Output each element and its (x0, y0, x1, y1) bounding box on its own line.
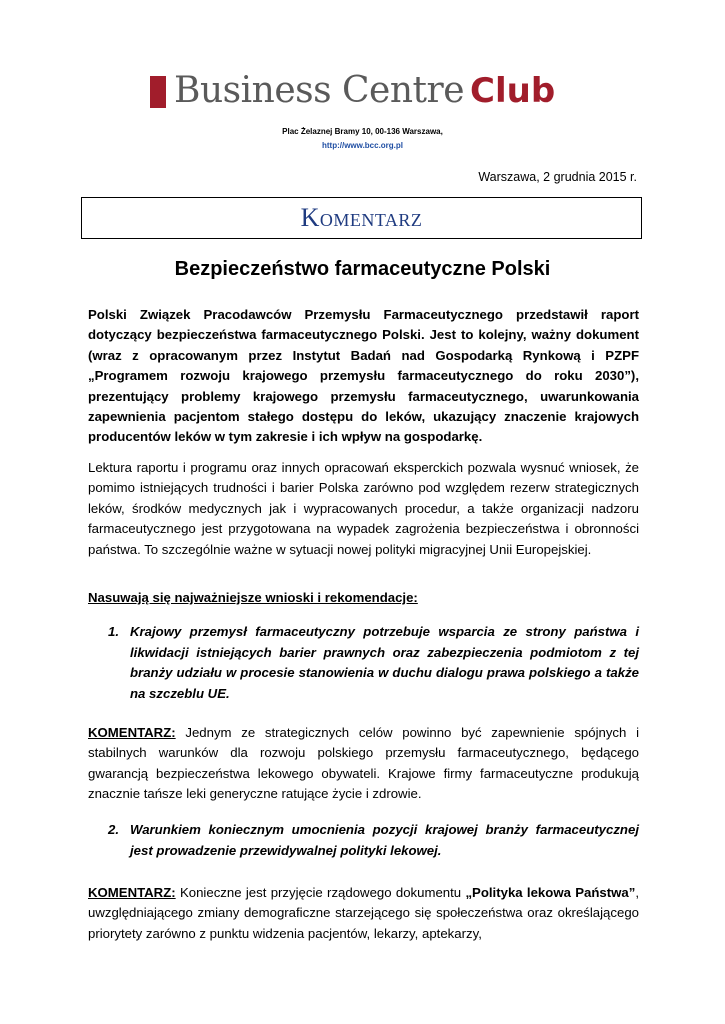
comment-paragraph (88, 883, 639, 944)
intro-paragraph: Polski Związek Pracodawców Przemysłu Farmaceutycznego przedstawił raport dotyczący bezpieczeństwa farmaceutycznego Polski. Jest to kolejny, ważny dokument (wraz z opracowanym przez Instytut Badań nad Gospodarką Rynkową i PZPF „Programem rozwoju krajowego przemysłu farmaceutycznego do roku 2030”), prezentujący problemy krajowego przemysłu farmaceutycznego, uwarunkowania zapewnienia pacjentom stałego dostępu do leków, ukazujący znaczenie krajowych producentów leków w tym zakresie i ich wpływ na gospodarkę. (88, 307, 639, 445)
page-title: Bezpieczeństwo farmaceutyczne Polski (174, 258, 551, 280)
comment-text-before: Konieczne jest przyjęcie rządowego dokumentu (175, 885, 466, 900)
komentarz-title: Komentarz (300, 203, 423, 232)
website-link[interactable]: http://www.bcc.org.pl (321, 141, 404, 150)
list-item-text: Krajowy przemysł farmaceutyczny potrzebuje wsparcia ze strony państwa i likwidacji istniejących barier prawnych oraz zabezpieczenia podmiotom z tej branży udziału w procesie stanowienia w duchu dialogu prawa polskiego a także na szczeblu UE. (130, 624, 639, 701)
list-item-number: 2. (108, 822, 119, 837)
logo-club-text: Club (470, 71, 556, 111)
bcc-logo (150, 70, 580, 110)
comment-text-after: , uwzględniającego zmiany demograficzne starzejącego się społeczeństwa oraz określającego priorytety zarówno z punktu widzenia pacjentów, lekarzy, aptekarzy, (88, 885, 639, 941)
list-item (108, 820, 639, 861)
logo-main-text: Business Centre (174, 70, 465, 111)
comment-text: Jednym ze strategicznych celów powinno być zapewnienie spójnych i stabilnych warunków dla rozwoju polskiego przemysłu farmaceutycznego, będącego gwarancją bezpieczeństwa lekowego obywateli. Krajowe firmy farmaceutyczne produkują znacznie tańsze leki generyczne ratujące życie i zdrowie. (88, 725, 639, 802)
list-item-number: 1. (108, 624, 119, 639)
komentarz-title-box (81, 197, 642, 239)
comment-paragraph (88, 723, 639, 805)
policy-document-name: „Polityka lekowa Państwa” (465, 885, 636, 900)
comment-label: KOMENTARZ: (88, 725, 176, 740)
comment-label: KOMENTARZ: (88, 885, 176, 900)
body-paragraph: Lektura raportu i programu oraz innych opracowań eksperckich pozwala wysnuć wniosek, że pomimo istniejących trudności i barier Polska zarówno pod względem rezerw strategicznych leków, środków medycznych jak i wypracowanych procedur, a także organizacji nadzoru farmaceutycznego jest przygotowana na wypadek zagrożenia bezpieczeństwa i obronności państwa. To szczególnie ważne w sytuacji nowej polityki migracyjnej Unii Europejskiej. (88, 460, 639, 557)
logo-square-icon (150, 76, 166, 108)
document-date: Warszawa, 2 grudnia 2015 r. (478, 170, 637, 184)
list-item-text: Warunkiem koniecznym umocnienia pozycji krajowej branży farmaceutycznej jest prowadzenie przewidywalnej polityki lekowej. (130, 822, 639, 858)
address-line: Plac Żelaznej Bramy 10, 00-136 Warszawa, (282, 127, 443, 136)
recommendations-heading: Nasuwają się najważniejsze wnioski i rekomendacje: (88, 590, 418, 605)
list-item (108, 622, 639, 704)
